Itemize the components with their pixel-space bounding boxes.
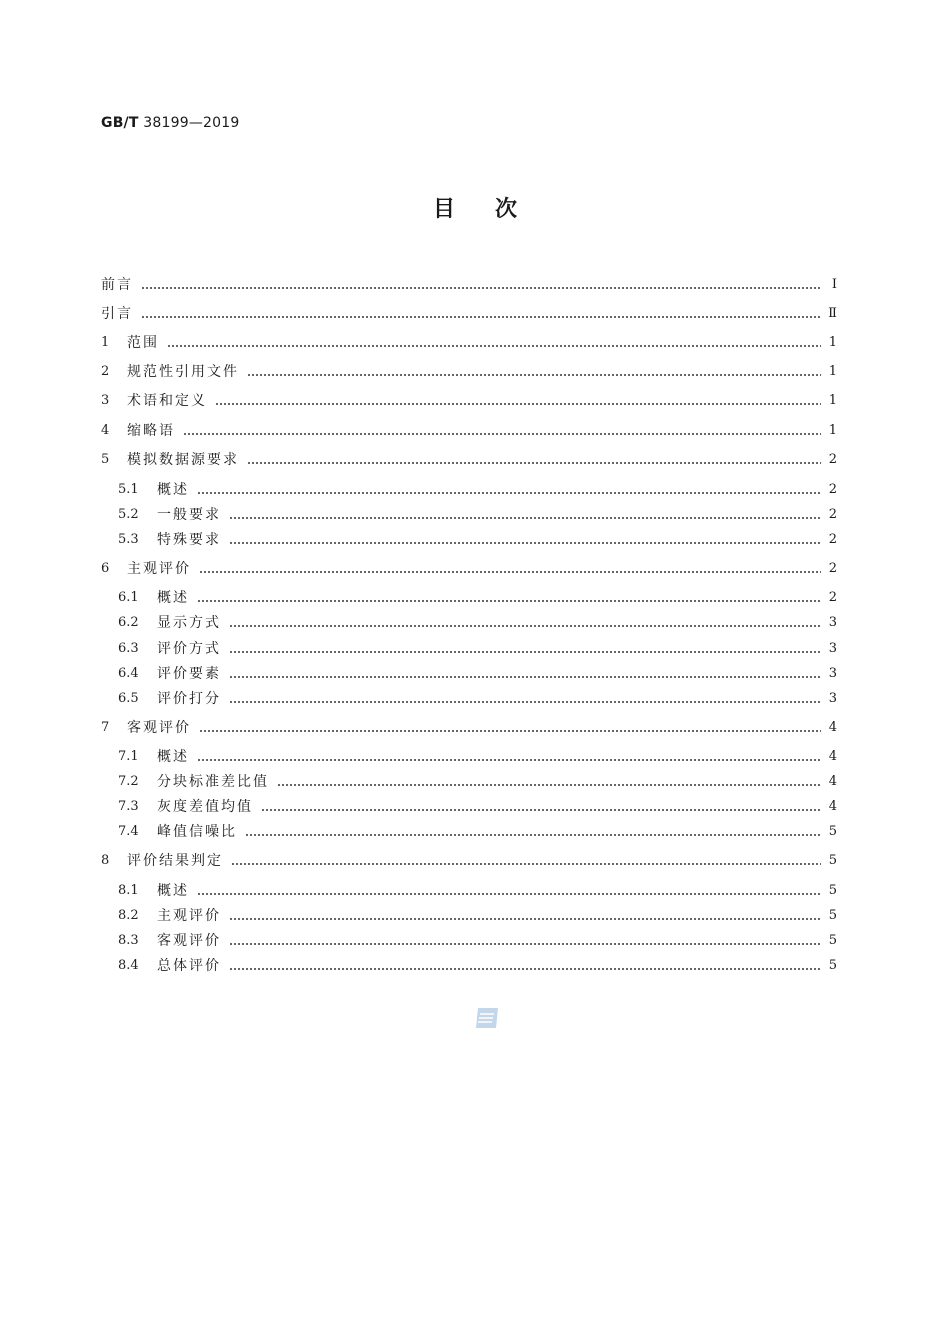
toc-entry-title: 引言 [101, 306, 133, 322]
toc-entry-page: 5 [828, 958, 837, 973]
toc-entry[interactable] [101, 362, 837, 382]
toc-entry-page: 2 [828, 532, 837, 547]
toc-entry-title: 模拟数据源要求 [127, 452, 239, 468]
toc-entry-page: 5 [828, 933, 837, 948]
toc-entry-number: 6.1 [118, 590, 139, 605]
toc-entry-page: 4 [828, 799, 837, 814]
toc-entry-number: 7.2 [118, 774, 139, 789]
table-of-contents [101, 0, 837, 1000]
toc-dot-leader [197, 881, 821, 901]
toc-entry-title: 评价方式 [157, 641, 221, 657]
toc-entry-page: 2 [828, 590, 837, 605]
toc-entry-number: 6.2 [118, 615, 139, 630]
toc-dot-leader [261, 797, 821, 817]
toc-entry-page: 4 [828, 749, 837, 764]
toc-entry-page: 5 [828, 908, 837, 923]
title-char-1: 目 [432, 197, 455, 222]
toc-entry[interactable] [101, 391, 837, 411]
toc-entry-page: 1 [828, 364, 837, 379]
toc-entry-page: 3 [828, 641, 837, 656]
toc-dot-leader [167, 333, 821, 353]
toc-entry-title: 概述 [157, 590, 189, 606]
toc-entry-number: 7 [101, 720, 110, 735]
toc-entry-title: 显示方式 [157, 615, 221, 631]
toc-dot-leader [215, 391, 821, 411]
toc-entry-page: 4 [828, 720, 837, 735]
toc-entry-title: 总体评价 [157, 958, 221, 974]
toc-entry-number: 8.4 [118, 958, 139, 973]
toc-dot-leader [229, 505, 821, 525]
toc-dot-leader [197, 588, 821, 608]
toc-entry-title: 评价打分 [157, 691, 221, 707]
toc-entry[interactable] [118, 881, 837, 901]
toc-entry-title: 主观评价 [157, 908, 221, 924]
toc-dot-leader [229, 906, 821, 926]
toc-entry-page: 2 [828, 507, 837, 522]
toc-entry-title: 客观评价 [157, 933, 221, 949]
toc-entry-page: 3 [828, 691, 837, 706]
toc-entry-title: 峰值信噪比 [157, 824, 237, 840]
toc-dot-leader [229, 689, 821, 709]
toc-entry[interactable] [118, 772, 837, 792]
toc-entry-title: 术语和定义 [127, 393, 207, 409]
toc-entry-number: 8.3 [118, 933, 139, 948]
toc-dot-leader [141, 275, 821, 295]
toc-entry-title: 概述 [157, 749, 189, 765]
toc-entry-number: 5.2 [118, 507, 139, 522]
toc-dot-leader [197, 480, 821, 500]
toc-entry[interactable] [118, 639, 837, 659]
toc-entry-title: 评价结果判定 [127, 853, 223, 869]
toc-entry-page: 1 [828, 393, 837, 408]
toc-entry-title: 概述 [157, 883, 189, 899]
toc-entry-page: 2 [828, 561, 837, 576]
toc-dot-leader [229, 639, 821, 659]
toc-entry-number: 6.4 [118, 666, 139, 681]
toc-entry[interactable] [118, 956, 837, 976]
toc-entry[interactable] [118, 689, 837, 709]
toc-dot-leader [229, 664, 821, 684]
toc-dot-leader [229, 530, 821, 550]
toc-entry-number: 8.2 [118, 908, 139, 923]
toc-entry-number: 6.3 [118, 641, 139, 656]
toc-dot-leader [199, 559, 821, 579]
toc-entry-number: 5.3 [118, 532, 139, 547]
toc-dot-leader [231, 851, 821, 871]
toc-entry-number: 4 [101, 423, 110, 438]
toc-entry-title: 分块标准差比值 [157, 774, 269, 790]
toc-entry-number: 1 [101, 335, 110, 350]
toc-dot-leader [229, 931, 821, 951]
toc-entry-number: 2 [101, 364, 110, 379]
toc-entry-page: 1 [828, 335, 837, 350]
toc-entry-page: Ⅱ [828, 306, 837, 321]
standard-number: 38199—2019 [143, 115, 240, 131]
toc-entry-title: 范围 [127, 335, 159, 351]
toc-entry-title: 评价要素 [157, 666, 221, 682]
toc-entry-title: 客观评价 [127, 720, 191, 736]
toc-entry-page: 3 [828, 615, 837, 630]
toc-entry[interactable] [118, 906, 837, 926]
toc-entry-number: 6.5 [118, 691, 139, 706]
toc-dot-leader [229, 956, 821, 976]
toc-entry-page: 3 [828, 666, 837, 681]
toc-entry-page: 1 [828, 423, 837, 438]
title-char-2: 次 [495, 197, 518, 222]
toc-entry-number: 8.1 [118, 883, 139, 898]
toc-dot-leader [197, 747, 821, 767]
toc-entry[interactable] [118, 747, 837, 767]
toc-entry[interactable] [101, 851, 837, 871]
toc-entry-number: 5 [101, 452, 110, 467]
toc-dot-leader [245, 822, 821, 842]
toc-entry[interactable] [118, 530, 837, 550]
toc-entry[interactable] [101, 559, 837, 579]
toc-entry-number: 3 [101, 393, 110, 408]
toc-entry[interactable] [101, 718, 837, 738]
toc-entry-number: 7.1 [118, 749, 139, 764]
toc-dot-leader [199, 718, 821, 738]
toc-entry-title: 主观评价 [127, 561, 191, 577]
toc-entry[interactable] [118, 664, 837, 684]
toc-entry[interactable] [118, 588, 837, 608]
toc-entry[interactable] [118, 797, 837, 817]
toc-entry-title: 特殊要求 [157, 532, 221, 548]
toc-entry-number: 5.1 [118, 482, 139, 497]
toc-entry-number: 8 [101, 853, 110, 868]
toc-dot-leader [229, 613, 821, 633]
toc-entry[interactable] [101, 421, 837, 441]
toc-entry[interactable] [118, 931, 837, 951]
toc-entry-title: 一般要求 [157, 507, 221, 523]
toc-entry-number: 6 [101, 561, 110, 576]
toc-entry-title: 灰度差值均值 [157, 799, 253, 815]
toc-entry-page: 2 [828, 482, 837, 497]
toc-entry[interactable] [101, 333, 837, 353]
toc-entry-page: 2 [828, 452, 837, 467]
toc-entry[interactable] [118, 822, 837, 842]
toc-entry-title: 规范性引用文件 [127, 364, 239, 380]
toc-entry[interactable] [101, 450, 837, 470]
toc-entry[interactable] [101, 275, 837, 295]
toc-entry[interactable] [118, 480, 837, 500]
toc-entry-title: 缩略语 [127, 423, 175, 439]
toc-dot-leader [141, 304, 821, 324]
sac-logo-icon [474, 1006, 500, 1030]
toc-entry-page: Ⅰ [831, 277, 837, 292]
standard-prefix: GB/T [101, 115, 139, 131]
toc-entry-page: 5 [828, 824, 837, 839]
toc-entry[interactable] [118, 505, 837, 525]
toc-dot-leader [183, 421, 821, 441]
toc-entry-page: 4 [828, 774, 837, 789]
toc-entry[interactable] [101, 304, 837, 324]
toc-entry-title: 概述 [157, 482, 189, 498]
toc-entry-page: 5 [828, 883, 837, 898]
toc-entry-number: 7.3 [118, 799, 139, 814]
toc-entry[interactable] [118, 613, 837, 633]
toc-dot-leader [277, 772, 821, 792]
toc-entry-number: 7.4 [118, 824, 139, 839]
toc-dot-leader [247, 362, 821, 382]
toc-entry-page: 5 [828, 853, 837, 868]
toc-dot-leader [247, 450, 821, 470]
toc-entry-title: 前言 [101, 277, 133, 293]
